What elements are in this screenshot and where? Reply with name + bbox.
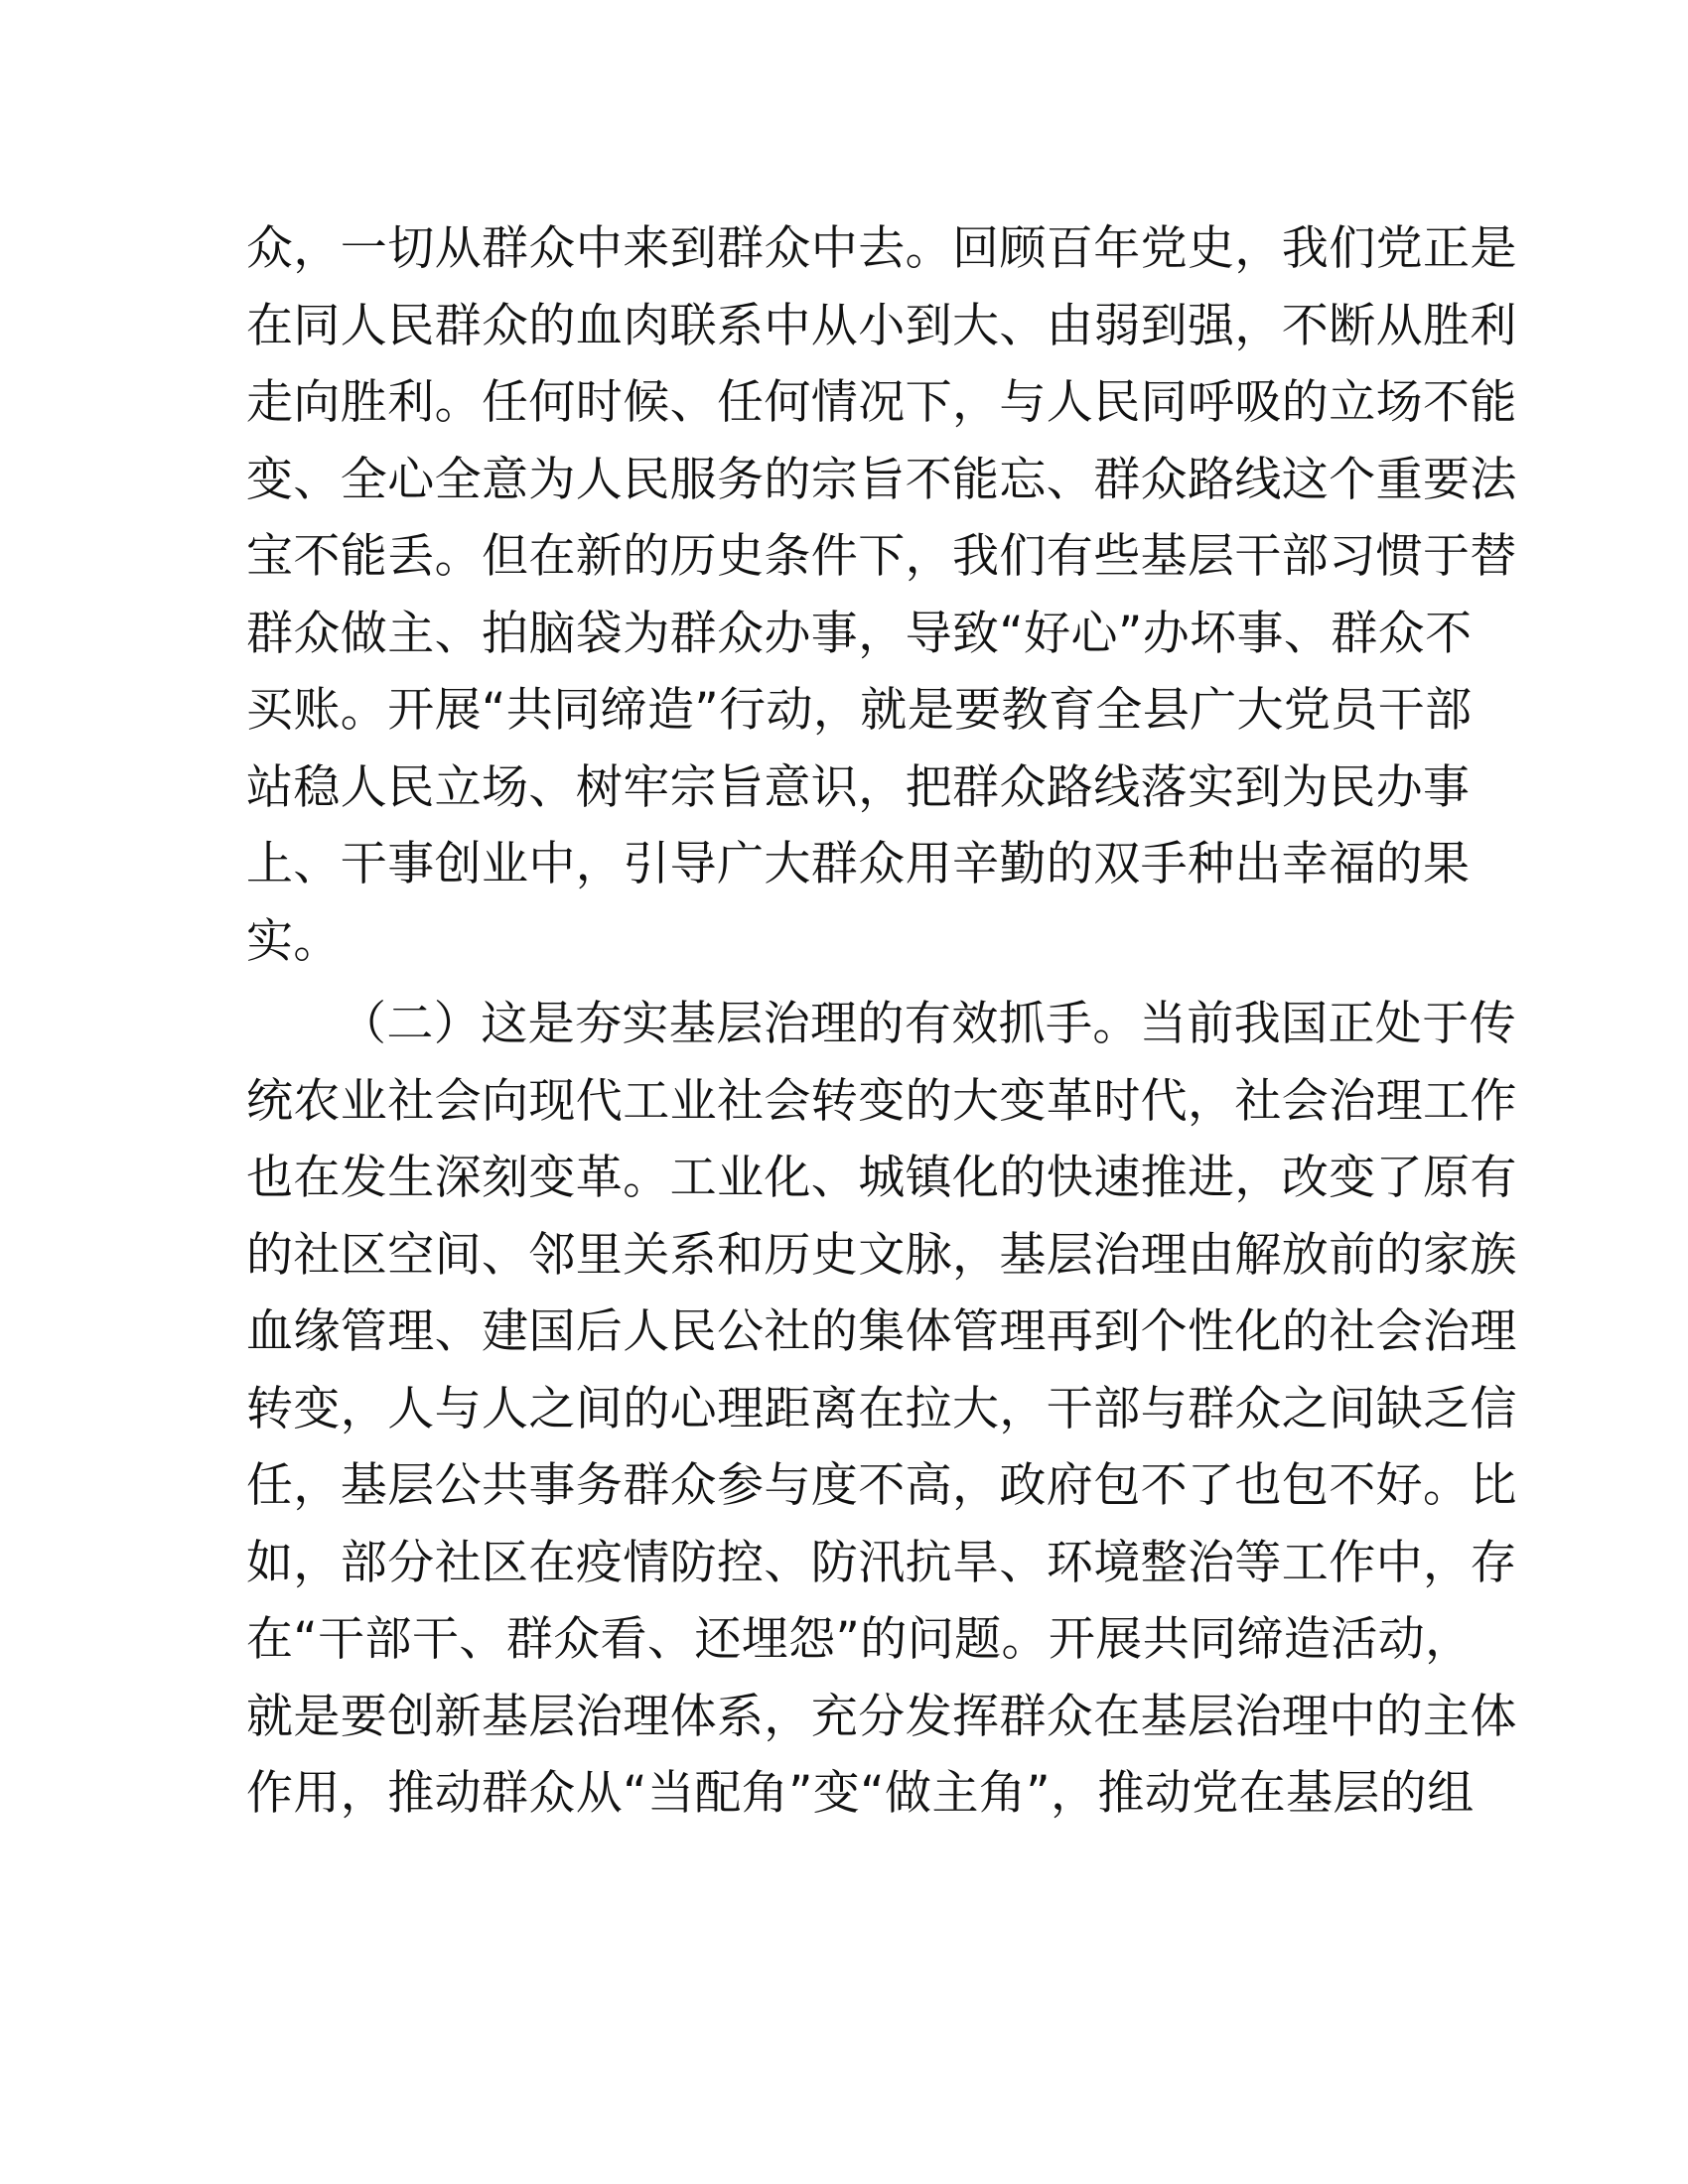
paragraph-1 — [246, 210, 1517, 980]
text-line: 的社区空间、邻里关系和历史文脉，基层治理由解放前的家族 — [246, 1227, 1517, 1283]
text-line: 变、全心全意为人民服务的宗旨不能忘、群众路线这个重要法 — [246, 452, 1517, 507]
text-line: 如，部分社区在疫情防控、防汛抗旱、环境整治等工作中，存 — [246, 1535, 1517, 1590]
body-text — [246, 210, 1517, 1833]
text-line: 在同人民群众的血肉联系中从小到大、由弱到强，不断从胜利 — [246, 298, 1517, 353]
text-line: 众，一切从群众中来到群众中去。回顾百年党史，我们党正是 — [246, 221, 1517, 276]
text-line: 也在发生深刻变革。工业化、城镇化的快速推进，改变了原有 — [246, 1151, 1517, 1205]
text-line: 实。 — [246, 913, 341, 969]
text-line: 转变，人与人之间的心理距离在拉大，干部与群众之间缺乏信 — [246, 1381, 1517, 1436]
text-line: 血缘管理、建国后人民公社的集体管理再到个性化的社会治理 — [246, 1304, 1517, 1359]
text-line: 作用，推动群众从“当配角”变“做主角”，推动党在基层的组 — [246, 1766, 1475, 1821]
text-line: 任，基层公共事务群众参与度不高，政府包不了也包不好。比 — [246, 1458, 1517, 1513]
text-line: 就是要创新基层治理体系，充分发挥群众在基层治理中的主体 — [246, 1689, 1517, 1744]
text-line: 买账。开展“共同缔造”行动，就是要教育全县广大党员干部 — [246, 683, 1473, 738]
text-line: 上、干事创业中，引导广大群众用辛勤的双手种出幸福的果 — [246, 837, 1471, 891]
text-line: 统农业社会向现代工业社会转变的大变革时代，社会治理工作 — [246, 1073, 1517, 1129]
text-line: 群众做主、拍脑袋为群众办事，导致“好心”办坏事、群众不 — [246, 606, 1473, 661]
paragraph-2 — [246, 986, 1517, 1833]
text-line: 在“干部干、群众看、还埋怨”的问题。开展共同缔造活动， — [246, 1612, 1473, 1667]
text-line: 宝不能丢。但在新的历史条件下，我们有些基层干部习惯于替 — [246, 529, 1517, 584]
text-line-indented: （二）这是夯实基层治理的有效抓手。当前我国正处于传 — [340, 997, 1516, 1051]
text-line: 站稳人民立场、树牢宗旨意识，把群众路线落实到为民办事 — [246, 759, 1471, 815]
text-line: 走向胜利。任何时候、任何情况下，与人民同呼吸的立场不能 — [246, 375, 1517, 430]
